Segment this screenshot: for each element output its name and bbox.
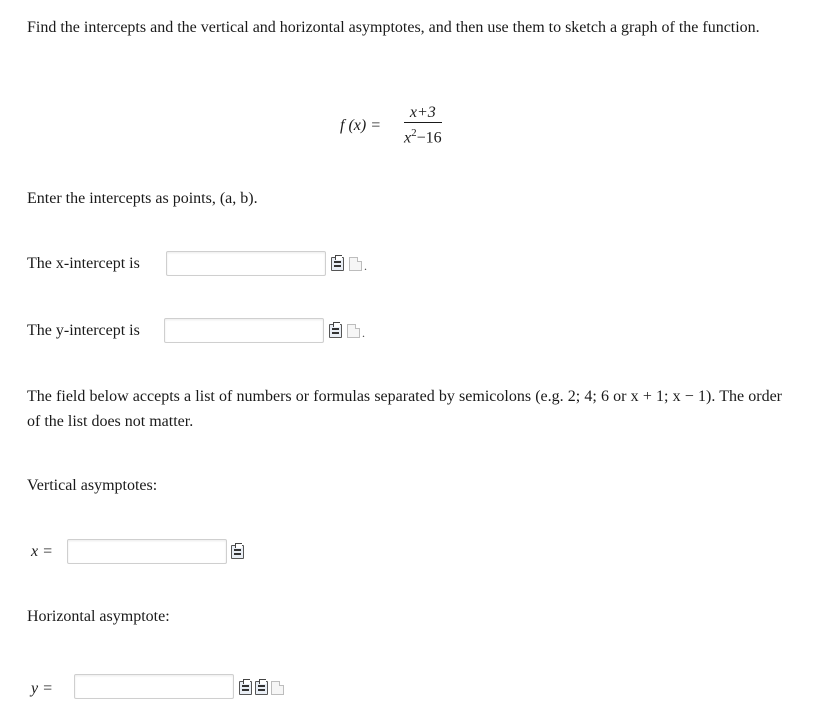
vertical-asymptotes-heading: Vertical asymptotes: <box>27 477 158 494</box>
vertical-var-label: x = <box>31 543 53 560</box>
document-icon[interactable] <box>271 681 284 695</box>
horizontal-asymptote-input[interactable] <box>74 674 234 699</box>
function-denominator: $x^2-16$ <box>404 127 442 147</box>
y-intercept-input[interactable] <box>164 318 324 343</box>
document-icon[interactable] <box>349 257 362 271</box>
y-intercept-label: The y-intercept is <box>27 322 140 339</box>
equation-editor-icon[interactable] <box>329 324 342 338</box>
vertical-asymptote-input[interactable] <box>67 539 227 564</box>
x-intercept-label: The x-intercept is <box>27 255 140 272</box>
equation-editor-icon[interactable] <box>231 545 244 559</box>
x-intercept-input[interactable] <box>166 251 326 276</box>
period-mark: . <box>362 326 365 340</box>
equation-editor-icon[interactable] <box>255 681 268 695</box>
function-numerator: x+3 <box>404 104 442 123</box>
horizontal-var-label: y = <box>31 680 53 697</box>
function-lhs: f (x) = <box>340 117 381 134</box>
equation-editor-icon[interactable] <box>239 681 252 695</box>
problem-instruction: Find the intercepts and the vertical and horizontal asymptotes, and then use them to sketch a graph of the function. <box>27 19 760 36</box>
period-mark: . <box>364 259 367 273</box>
list-format-note: The field below accepts a list of numbers or formulas separated by semicolons (e.g. 2; 4; 6 or x + 1; x − 1). The order of the list does not matter. <box>27 388 782 430</box>
horizontal-asymptote-heading: Horizontal asymptote: <box>27 608 170 625</box>
equation-editor-icon[interactable] <box>331 257 344 271</box>
function-fraction <box>404 104 442 148</box>
intercepts-prompt: Enter the intercepts as points, (a, b). <box>27 190 258 207</box>
document-icon[interactable] <box>347 324 360 338</box>
